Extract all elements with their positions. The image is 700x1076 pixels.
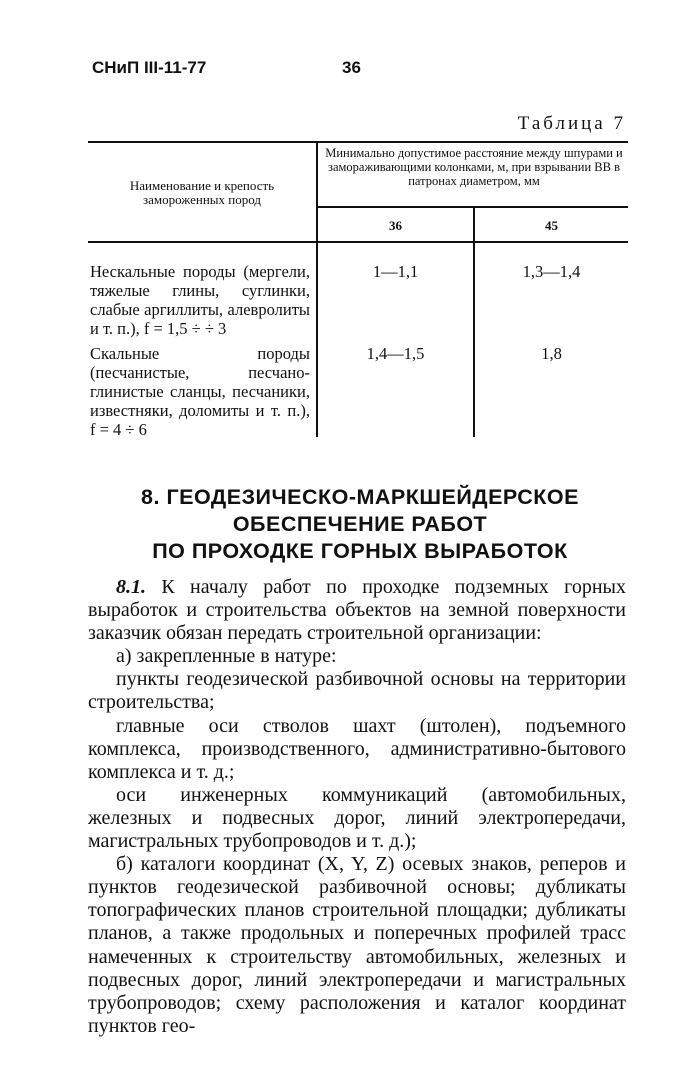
row-nonrocky-36: 1—1,1 <box>372 262 419 281</box>
item-a: а) закрепленные в натуре: <box>116 645 337 668</box>
header-diameter-36: 36 <box>389 218 402 233</box>
page-header <box>92 58 632 88</box>
document-code: СНиП III-11-77 <box>92 58 207 77</box>
paragraph-8-1-text: К началу работ по проходке подземных горных выработок и строительства объектов на земной поверхности заказчик обязан передать строительной организации: <box>88 576 626 645</box>
row-rocky-name: Скальные породы (песчанистые, песчано-глинистые сланцы, песчаники, известняки, доломиты и т. п.), f = 4 ÷ 6 <box>90 344 310 439</box>
section-title <box>90 484 630 565</box>
header-bottom-rule <box>88 241 628 243</box>
item-geodetic-points: пункты геодезической разбивочной основы на территории строительства; <box>88 668 626 714</box>
table-top-rule <box>88 141 628 143</box>
row-nonrocky-name: Нескальные породы (мергели, тяжелые глины, суглинки, слабые аргиллиты, алевролиты и т. п.), f = 1,5 ÷ ÷ 3 <box>90 262 310 338</box>
section-title-line-1: 8. ГЕОДЕЗИЧЕСКО-МАРКШЕЙДЕРСКОЕ <box>141 485 579 509</box>
table-label: Таблица 7 <box>517 113 626 134</box>
column-divider-diameter <box>473 207 475 437</box>
section-title-line-2: ОБЕСПЕЧЕНИЕ РАБОТ <box>232 512 488 536</box>
row-rocky-36: 1,4—1,5 <box>366 344 425 363</box>
section-body <box>88 576 626 1038</box>
item-b: б) каталоги координат (X, Y, Z) осевых знаков, реперов и пунктов геодезической разбивочной основы; дубликаты топографических планов строительной площадки; дубликаты планов, а также продольных и поперечных профилей трасс намеченных к строительству автомобильных, железных и подвесных дорог, линий электропередачи и магистральных трубопроводов; схему расположения и каталог координат пунктов гео- <box>88 853 626 1037</box>
rock-distance-table <box>88 141 628 437</box>
paragraph-number: 8.1. <box>116 576 146 598</box>
item-main-axes: главные оси стволов шахт (штолен), подъемного комплекса, производственного, административно-бытового комплекса и т. д.; <box>88 714 626 783</box>
header-min-distance: Минимально допустимое расстояние между шпурами и замораживающими колонками, м, при взрывании ВВ в патронах диаметром, мм <box>325 146 623 188</box>
item-utility-axes: оси инженерных коммуникаций (автомобильных, железных и подвесных дорог, линий электропередачи, магистральных трубопроводов и т. д.); <box>88 783 626 853</box>
section-title-line-3: ПО ПРОХОДКЕ ГОРНЫХ ВЫРАБОТОК <box>152 539 568 563</box>
header-rock-name: Наименование и крепость замороженных пород <box>129 178 275 207</box>
header-diameter-45: 45 <box>545 218 558 233</box>
row-rocky-45: 1,8 <box>541 344 562 363</box>
column-divider-main <box>316 141 318 437</box>
page-number: 36 <box>342 58 361 77</box>
row-nonrocky-45: 1,3—1,4 <box>522 262 581 281</box>
paragraph-8-1 <box>88 576 626 645</box>
